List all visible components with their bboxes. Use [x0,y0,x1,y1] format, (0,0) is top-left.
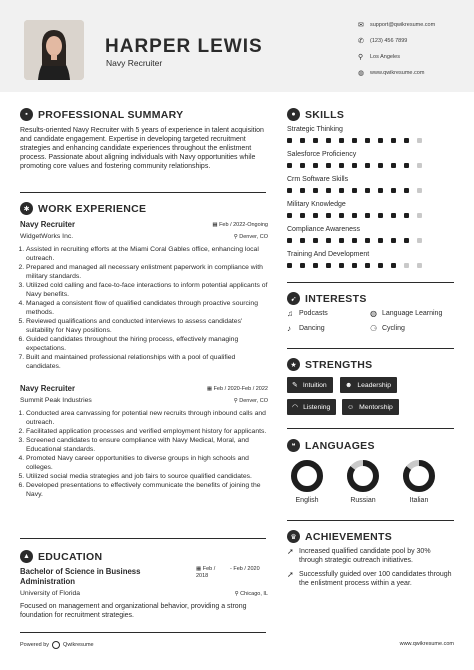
rating-dot [287,213,292,218]
trend-icon: ➚ [287,570,294,579]
rating-dot [404,238,409,243]
rating-dot [313,138,318,143]
rating-dot [352,263,357,268]
list-item: 6. Developed presentations to effectively communicate the benefits of joining the Navy. [26,481,268,499]
summary-text: Results-oriented Navy Recruiter with 5 years of experience in talent acquisition and candidate engagement. Expertise in developing targeted recruitment strategies and enhancing candidate experiences throughout the enlistment process. Passionate about aligning individuals with Navy opportunities while promoting core values and fostering community relationships. [20,127,264,170]
language-name: English [295,497,319,504]
rating-dot [417,163,422,168]
rating-dot [287,138,292,143]
rating-dot [365,163,370,168]
strengths-title: STRENGTHS [305,358,373,371]
rating-dot [417,138,422,143]
skill-rating [287,188,430,193]
rating-dot [378,263,383,268]
candidate-role: Navy Recruiter [106,58,163,68]
rating-dot [300,188,305,193]
degree-title: Bachelor of Science in Business Administration [20,567,141,586]
rating-dot [287,188,292,193]
footer-url[interactable]: www.qwikresume.com [399,641,454,647]
rating-dot [404,163,409,168]
rating-dot [300,238,305,243]
footer-powered: Powered by Qwikresume [20,642,94,648]
rating-dot [313,163,318,168]
strength-badge: ☺ Mentorship [342,399,399,415]
rating-dot [365,213,370,218]
rating-dot [404,263,409,268]
divider [287,428,454,429]
strengths-heading [287,358,372,371]
skill-rating [287,163,430,168]
rating-dot [417,238,422,243]
list-item: 2. Prepared and managed all necessary enlistment paperwork in compliance with military standards. [26,263,268,281]
job-dates: ▦ Feb / 2020-Feb / 2022 [206,386,268,392]
wand-icon: ✎ [292,382,298,389]
experience-heading [20,202,146,215]
interest-item: ⚆ Cycling [370,324,405,333]
list-item: 7. Built and maintained professional relationships with a pool of qualified candidates. [26,353,268,371]
rating-dot [391,238,396,243]
rating-dot [378,188,383,193]
skills-title: SKILLS [305,108,345,121]
job-company: Summit Peak Industries [20,397,92,404]
strength-badge: ◠ Listening [287,399,336,415]
trophy-icon: ♛ [287,530,300,543]
language-name: Russian [350,497,376,504]
location-pin-icon: ⚲ [358,54,364,61]
education-text: Focused on management and organizational behavior, providing a strong foundation for recruitment strategies. [20,603,247,619]
website-link[interactable]: www.qwikresume.com [370,70,425,76]
rating-dot [391,163,396,168]
achievement-item: ➚ Increased qualified candidate pool by 30% through strategic outreach initiatives. [287,547,431,564]
rating-dot [417,188,422,193]
headphones-icon: ◠ [292,404,299,411]
divider [20,632,266,633]
education-date-from: ▦ Feb / 2018 [196,566,216,579]
rating-dot [326,188,331,193]
skill-rating [287,213,430,218]
trend-icon: ➚ [287,547,294,556]
speech-bubble-icon: ❝ [287,439,300,452]
interest-item: ♫ Podcasts [287,309,328,318]
graduation-cap-icon: ▲ [20,550,33,563]
gear-icon: ✱ [20,202,33,215]
job-title: Navy Recruiter [20,220,76,229]
globe-icon: ◍ [370,309,377,318]
rating-dot [352,238,357,243]
interest-item: ♪ Dancing [287,324,325,333]
rating-dot [300,163,305,168]
education-heading [20,550,102,563]
calendar-icon: ▦ [196,566,203,572]
globe-icon: ◍ [358,70,365,77]
rating-dot [326,238,331,243]
rating-dot [287,263,292,268]
rating-dot [287,238,292,243]
list-item: 5. Utilized social media strategies and job fairs to source qualified candidates. [26,472,268,481]
location-pin-icon: ⚲ [234,591,241,597]
rating-dot [365,263,370,268]
rating-dot [352,138,357,143]
bicycle-icon: ⚆ [370,324,378,333]
rating-dot [391,213,396,218]
rating-dot [404,188,409,193]
candidate-name: HARPER LEWIS [105,36,263,57]
location-text: Los Angeles [370,54,400,60]
education-date-to: - Feb / 2020 [230,566,260,572]
achievements-title: ACHIEVEMENTS [305,530,393,543]
summary-heading [20,108,183,121]
resume-header [0,0,474,92]
interests-heading [287,292,367,305]
rating-dot [300,263,305,268]
email-link[interactable]: support@qwikresume.com [370,22,436,28]
language-name: Italian [409,497,429,504]
phone-icon: ✆ [358,38,364,45]
list-item: 3. Screened candidates to ensure compliance with Navy Medical, Moral, and Educational standards. [26,436,268,454]
list-item: 1. Conducted area canvassing for potential new recruits through inbound calls and outreach. [26,409,268,427]
lightbulb-icon: ● [287,108,300,121]
job-title: Navy Recruiter [20,384,76,393]
job-company: WidgetWorks Inc. [20,233,74,240]
achievement-item: ➚ Successfully guided over 100 candidates through the enlistment process within a year. [287,570,452,587]
divider [287,520,454,521]
job-duties [14,409,268,499]
strength-badge: ✎ Intuition [287,377,333,393]
rating-dot [417,213,422,218]
job-location: ⚲ Denver, CO [233,398,268,404]
rating-dot [326,213,331,218]
list-item: 4. Managed a consistent flow of qualified candidates through proactive sourcing methods. [26,299,268,317]
list-item: 3. Utilized cold calling and face-to-face interactions to inform potential applicants of Navy benefits. [26,281,268,299]
divider [20,192,266,193]
profile-photo [24,20,84,80]
rating-dot [378,163,383,168]
languages-heading [287,439,375,452]
qwikresume-logo-icon [52,641,60,649]
job-location: ⚲ Denver, CO [233,234,268,240]
rating-dot [313,213,318,218]
education-title: EDUCATION [38,550,103,563]
school-name: University of Florida [20,590,81,597]
list-item: 2. Facilitated application processes and verified employment history for applicants. [26,427,268,436]
skill-rating [287,263,430,268]
achievements-heading [287,530,392,543]
rating-dot [391,138,396,143]
rating-dot [417,263,422,268]
rating-dot [313,188,318,193]
job-duties [14,245,268,371]
skill-name: Salesforce Proficiency [287,151,357,158]
footer-brand-link[interactable]: Qwikresume [63,642,94,648]
interests-title: INTERESTS [305,292,367,305]
rating-dot [339,238,344,243]
rating-dot [339,163,344,168]
skill-name: Military Knowledge [287,201,346,208]
list-item: 4. Promoted Navy career opportunities to diverse groups in high schools and colleges. [26,454,268,472]
rating-dot [287,163,292,168]
rating-dot [404,138,409,143]
rating-dot [352,188,357,193]
rating-dot [339,188,344,193]
rating-dot [365,238,370,243]
skill-name: Compliance Awareness [287,226,361,233]
divider [287,282,454,283]
rating-dot [352,163,357,168]
rating-dot [300,213,305,218]
rating-dot [339,263,344,268]
rating-dot [365,138,370,143]
languages-title: LANGUAGES [305,439,375,452]
skill-name: Training And Development [287,251,370,258]
rating-dot [339,138,344,143]
experience-title: WORK EXPERIENCE [38,202,147,215]
list-item: 1. Assisted in recruiting efforts at the Miami Coral Gables office, enhancing local outreach. [26,245,268,263]
skill-rating [287,238,430,243]
list-item: 6. Guided candidates throughout the hiring process, effectively managing expectations. [26,335,268,353]
briefcase-icon: ▪ [20,108,33,121]
dancing-icon: ♪ [287,324,291,333]
language-level-rings [280,456,460,496]
rating-dot [326,163,331,168]
language-ring-level [294,463,320,489]
rating-dot [378,238,383,243]
strength-icon: ★ [287,358,300,371]
contact-info [358,17,435,81]
skill-rating [287,138,430,143]
skills-heading [287,108,344,121]
education-location: ⚲ Chicago, IL [234,591,268,597]
rating-dot [391,188,396,193]
calendar-icon: ▦ [206,386,214,392]
mentor-icon: ☺ [347,403,355,411]
summary-title: PROFESSIONAL SUMMARY [38,108,184,121]
rating-dot [326,138,331,143]
job-dates: ▦ Feb / 2022-Ongoing [212,222,268,228]
rating-dot [365,188,370,193]
location-pin-icon: ⚲ [233,234,240,240]
rating-dot [313,238,318,243]
users-icon: ☻ [345,381,353,389]
calendar-icon: ▦ [212,222,220,228]
email-icon: ✉ [358,22,364,29]
divider [20,538,266,539]
rating-dot [352,213,357,218]
rating-dot [404,213,409,218]
rating-dot [378,213,383,218]
rating-dot [391,263,396,268]
location-pin-icon: ⚲ [233,398,240,404]
rating-dot [300,138,305,143]
rating-dot [313,263,318,268]
microphone-icon: ♫ [287,309,293,318]
rocket-icon: ➹ [287,292,300,305]
interest-item: ◍ Language Learning [370,309,443,318]
list-item: 5. Reviewed qualifications and conducted interviews to assess candidates' suitability for Navy positions. [26,317,268,335]
rating-dot [339,213,344,218]
phone-text: (123) 456 7899 [370,38,408,44]
rating-dot [326,263,331,268]
rating-dot [378,138,383,143]
skill-name: Crm Software Skills [287,176,349,183]
divider [287,348,454,349]
skill-name: Strategic Thinking [287,126,343,133]
strength-badge: ☻ Leadership [340,377,397,393]
